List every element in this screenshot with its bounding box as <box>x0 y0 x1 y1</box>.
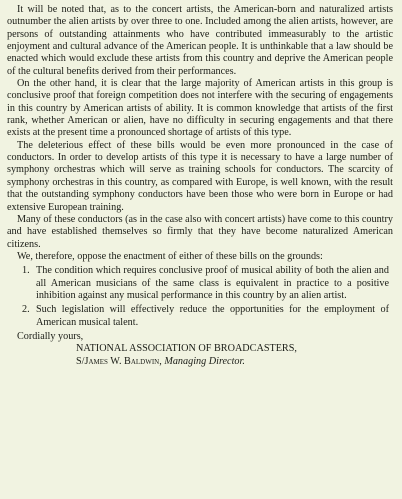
signature-organization: NATIONAL ASSOCIATION OF BROADCASTERS, <box>76 343 297 355</box>
signature-title: Managing Director. <box>164 355 245 367</box>
signature-name: S/James W. Baldwin, <box>76 355 162 367</box>
list-number: 2. <box>22 304 30 316</box>
paragraph-naturalized-conductors: Many of these conductors (as in the case also with concert artists) have come to this country and have established themselves so firmly that they have become naturalized American citizens. <box>7 213 393 250</box>
paragraph-american-artists: On the other hand, it is clear that the large majority of American artists in this group is conclusive proof that foreign competition does not interfere with the securing of engagements in this country by American artists of ability. It is common knowledge that artists of the first rank, whether American or alien, have no difficulty in securing engagements and that there exists at the present time a pronounced shortage of artists of this type. <box>7 78 393 139</box>
list-text: Such legislation will effectively reduce the opportunities for the employment of American musical talent. <box>36 304 389 328</box>
paragraph-conductors: The deleterious effect of these bills would be even more pronounced in the case of conductors. In order to develop artists of this type it is necessary to have a large number of symphony orchestras which will serve as training schools for conductors. The scarcity of symphony orchestras in this country, as compared with Europe, is well known, with the result that the outstanding symphony conductors have been those who were born in Europe or had extensive European training. <box>7 139 393 213</box>
paragraph-opposition: We, therefore, oppose the enactment of either of these bills on the grounds: <box>17 250 323 262</box>
grounds-list <box>7 265 393 329</box>
signature-block <box>7 343 393 368</box>
letter-body <box>7 4 393 368</box>
list-text: The condition which requires conclusive proof of musical ability of both the alien and all American musicians of the same class is equivalent in practice to a positive inhibition against any musical performance in this country by an alien artist. <box>36 265 389 301</box>
grounds-list-item-1 <box>7 265 393 302</box>
paragraph-concert-artists: It will be noted that, as to the concert artists, the American-born and naturalized artists outnumber the alien artists by over three to one. Included among the alien artists, however, are persons of outstanding attainments who have contributed immeasurably to the artistic enjoyment and cultural advance of the American people. It is unthinkable that a law should be enacted which would exclude these artists from this country and deprive the American people of the cultural benefits derived from their performances. <box>7 4 393 77</box>
list-number: 1. <box>22 265 30 277</box>
signature-line <box>76 356 393 368</box>
closing-line: Cordially yours, <box>17 330 84 342</box>
grounds-list-item-2 <box>7 304 393 329</box>
